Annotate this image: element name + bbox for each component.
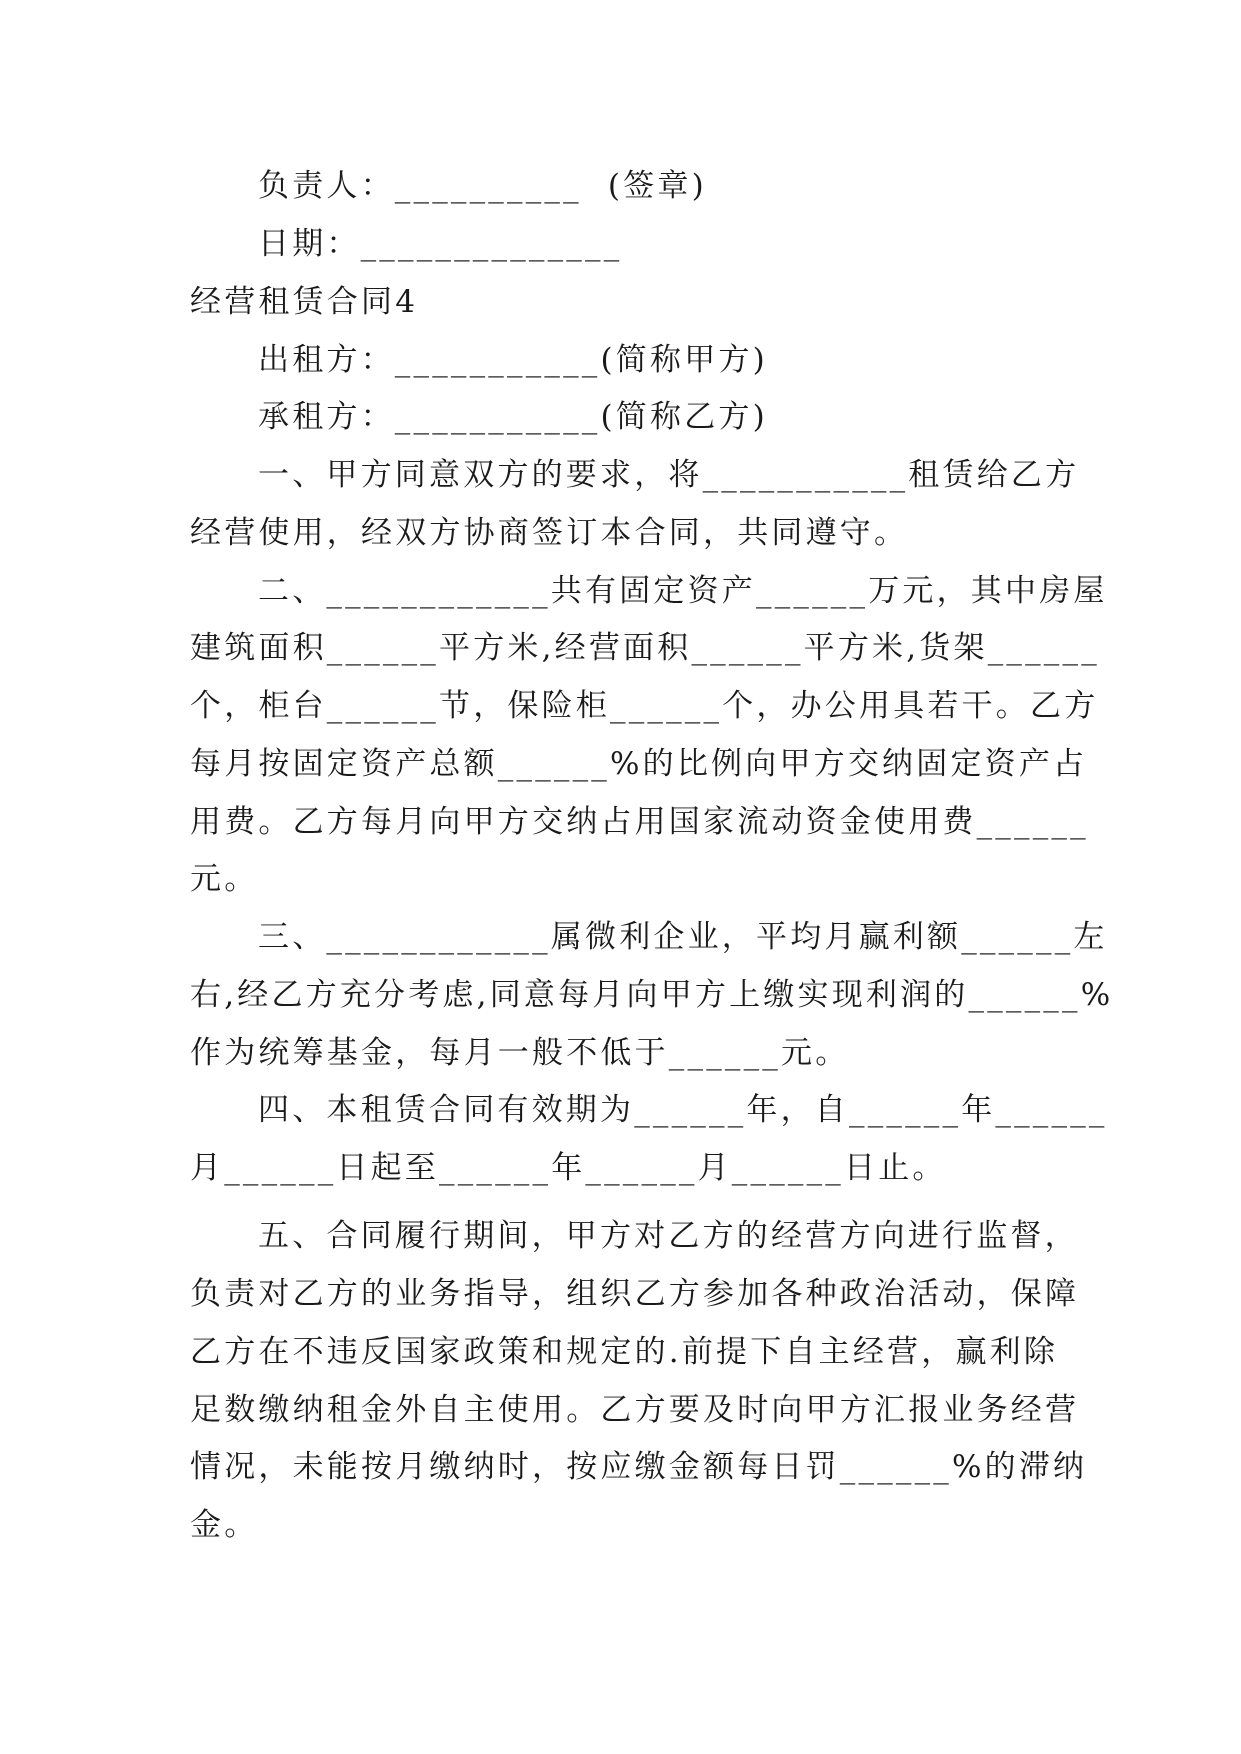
clause-2-line-5: 用费。乙方每月向甲方交纳占用国家流动资金使用费______ xyxy=(190,804,1089,840)
clause-4-line-2: 月______日起至______年______月______日止。 xyxy=(190,1150,947,1186)
clause-3-line-2: 右,经乙方充分考虑,同意每月向甲方上缴实现利润的______% xyxy=(190,977,1114,1013)
clause-5-line-3: 乙方在不违反国家政策和规定的.前提下自主经营，赢利除 xyxy=(190,1334,1059,1370)
clause-1-line-1: 一、甲方同意双方的要求，将___________租赁给乙方 xyxy=(258,457,1080,493)
clause-2-line-6: 元。 xyxy=(190,861,259,897)
clause-5-line-5: 情况，未能按月缴纳时，按应缴金额每日罚______%的滞纳 xyxy=(190,1449,1088,1485)
clause-5-line-4: 足数缴纳租金外自主使用。乙方要及时向甲方汇报业务经营 xyxy=(190,1392,1080,1428)
lessor-line: 出租方：___________(简称甲方) xyxy=(258,342,768,378)
clause-2-line-2: 建筑面积______平方米,经营面积______平方米,货架______ xyxy=(190,630,1100,666)
clause-5-line-6: 金。 xyxy=(190,1507,259,1543)
clause-1-line-2: 经营使用，经双方协商签订本合同，共同遵守。 xyxy=(190,515,909,551)
lessee-line: 承租方：___________(简称乙方) xyxy=(258,399,768,435)
clause-5-line-2: 负责对乙方的业务指导，组织乙方参加各种政治活动，保障 xyxy=(190,1276,1080,1312)
clause-3-line-1: 三、____________属微利企业，平均月赢利额______左 xyxy=(258,919,1108,955)
clause-5-line-1: 五、合同履行期间，甲方对乙方的经营方向进行监督， xyxy=(258,1218,1079,1254)
signatory-line: 负责人：__________ (签章) xyxy=(258,168,707,204)
clause-2-line-1: 二、____________共有固定资产______万元，其中房屋 xyxy=(258,573,1108,609)
clause-2-line-4: 每月按固定资产总额______%的比例向甲方交纳固定资产占 xyxy=(190,746,1088,782)
contract-title: 经营租赁合同4 xyxy=(190,284,419,320)
clause-4-line-1: 四、本租赁合同有效期为______年，自______年______ xyxy=(258,1092,1108,1128)
date-line: 日期：______________ xyxy=(258,226,623,262)
clause-3-line-3: 作为统筹基金，每月一般不低于______元。 xyxy=(190,1035,850,1071)
clause-2-line-3: 个，柜台______节，保险柜______个，办公用具若干。乙方 xyxy=(190,688,1099,724)
